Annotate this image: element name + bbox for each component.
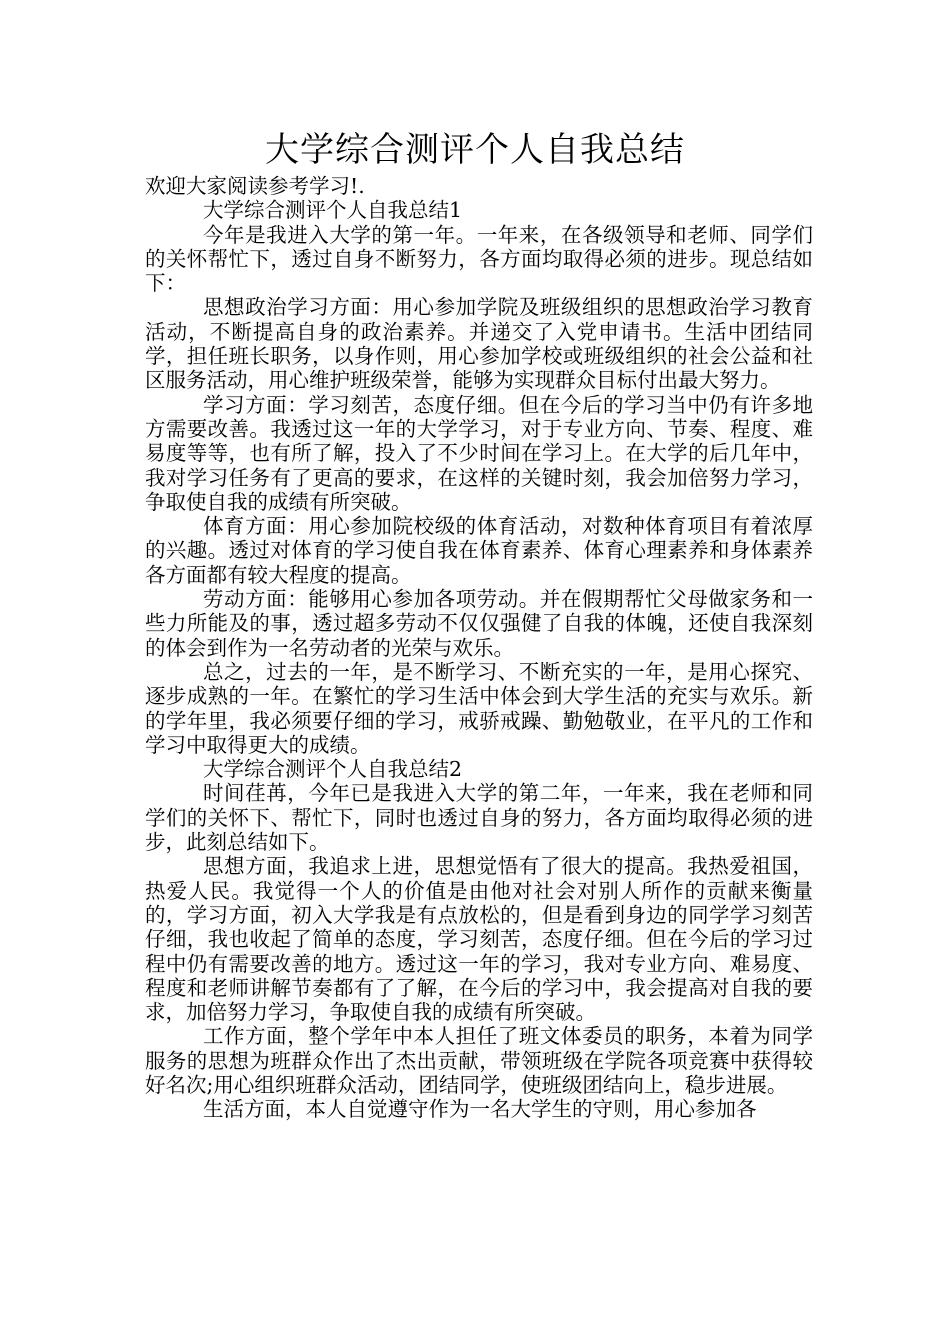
intro-line: 欢迎大家阅读参考学习!. [145,174,365,198]
section-2-paragraph-3: 工作方面，整个学年中本人担任了班文体委员的职务，本着为同学服务的思想为班群众作出了杰出贡献，带领班级在学院各项竞赛中获得较好名次;用心组织班群众活动，团结同学，使班级团结向上，稳步进展。 [145,1024,813,1097]
section-1-paragraph-4: 体育方面：用心参加院校级的体育活动，对数种体育项目有着浓厚的兴趣。透过对体育的学习使自我在体育素养、体育心理素养和身体素养各方面都有较大程度的提高。 [145,514,813,587]
section-1-paragraph-5: 劳动方面：能够用心参加各项劳动。并在假期帮忙父母做家务和一些力所能及的事，透过超多劳动不仅仅强健了自我的体魄，还使自我深刻的体会到作为一名劳动者的光荣与欢乐。 [145,587,813,660]
section-1-paragraph-2: 思想政治学习方面：用心参加学院及班级组织的思想政治学习教育活动，不断提高自身的政治素养。并递交了入党申请书。生活中团结同学，担任班长职务，以身作则，用心参加学校或班级组织的社会公益和社区服务活动，用心维护班级荣誉，能够为实现群众目标付出最大努力。 [145,295,813,393]
section-2-paragraph-4: 生活方面，本人自觉遵守作为一名大学生的守则，用心参加各 [203,1097,757,1122]
section-1-paragraph-3: 学习方面：学习刻苦，态度仔细。但在今后的学习当中仍有许多地方需要改善。我透过这一年的大学学习，对于专业方向、节奏、程度、难易度等等，也有所了解，投入了不少时间在学习上。在大学的后几年中，我对学习任务有了更高的要求，在这样的关键时刻，我会加倍努力学习，争取使自我的成绩有所突破。 [145,392,813,514]
section-1-paragraph-1: 今年是我进入大学的第一年。一年来，在各级领导和老师、同学们的关怀帮忙下，透过自身不断努力，各方面均取得必须的进步。现总结如下： [145,222,813,296]
section-2-paragraph-1: 时间荏苒，今年已是我进入大学的第二年，一年来，我在老师和同学们的关怀下、帮忙下，同时也透过自身的努力，各方面均取得必须的进步，此刻总结如下。 [145,781,813,855]
document-title: 大学综合测评个人自我总结 [265,130,685,170]
section-2-heading: 大学综合测评个人自我总结2 [203,757,463,782]
section-2-paragraph-2: 思想方面，我追求上进，思想觉悟有了很大的提高。我热爱祖国，热爱人民。我觉得一个人的价值是由他对社会对别人所作的贡献来衡量的，学习方面，初入大学我是有点放松的，但是看到身边的同学学习刻苦仔细，我也收起了简单的态度，学习刻苦，态度仔细。但在今后的学习过程中仍有需要改善的地方。透过这一年的学习，我对专业方向、难易度、程度和老师讲解节奏都有了了解，在今后的学习中，我会提高对自我的要求，加倍努力学习，争取使自我的成绩有所突破。 [145,854,813,1025]
document-body [145,174,813,1122]
section-1-heading: 大学综合测评个人自我总结1 [203,198,463,223]
section-1-paragraph-6: 总之，过去的一年，是不断学习、不断充实的一年，是用心探究、逐步成熟的一年。在繁忙的学习生活中体会到大学生活的充实与欢乐。新的学年里，我必须要仔细的学习，戒骄戒躁、勤勉敬业，在平凡的工作和学习中取得更大的成绩。 [145,659,813,757]
